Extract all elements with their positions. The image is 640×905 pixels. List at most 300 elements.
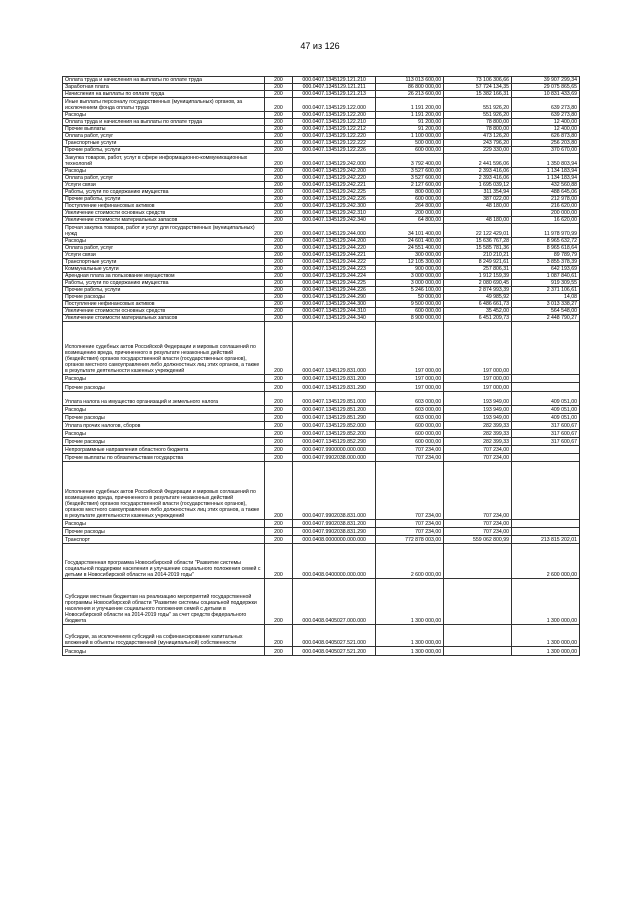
row-remainder-cell: 1 350 803,94 [512,154,580,168]
row-classification-cell: 000.0407.1345129.851.200 [293,406,376,414]
row-code-cell: 200 [264,301,292,308]
row-approved-cell: 603 000,00 [376,406,444,414]
row-code-cell: 200 [264,196,292,203]
row-code-cell: 200 [264,280,292,287]
row-code-cell: 200 [264,528,292,536]
row-name-cell: Прочие расходы [63,528,265,536]
row-classification-cell: 000.0407.1345129.242.221 [293,182,376,189]
table-row [63,422,580,430]
row-classification-cell: 000.0407.1345129.244.222 [293,259,376,266]
row-name-cell: Работы, услуги по содержанию имущества [63,280,265,287]
row-executed-cell: 551 926,20 [444,98,512,112]
row-executed-cell: 559 062 800,99 [444,536,512,544]
table-row [63,238,580,245]
row-classification-cell: 000.0407.1345129.244.200 [293,238,376,245]
row-remainder-cell [512,375,580,383]
row-name-cell: Уплата налога на имущество организаций и земельного налога [63,392,265,406]
row-executed-cell: 707 234,00 [444,520,512,528]
row-classification-cell: 000.0407.1345129.244.000 [293,224,376,238]
row-approved-cell: 707 234,00 [376,462,444,520]
row-approved-cell: 707 234,00 [376,528,444,536]
row-remainder-cell: 317 600,67 [512,430,580,438]
table-row [63,647,580,656]
row-classification-cell: 000.0407.9902038.831.290 [293,528,376,536]
row-name-cell: Оплата труда и начисления на выплаты по оплате труда [63,119,265,126]
row-code-cell: 200 [264,245,292,252]
row-classification-cell: 000.0407.1345129.242.310 [293,210,376,217]
row-executed-cell: 1 912 159,39 [444,273,512,280]
table-row [63,196,580,203]
row-approved-cell: 600 000,00 [376,147,444,154]
row-code-cell: 200 [264,579,292,625]
row-approved-cell: 197 000,00 [376,383,444,392]
row-approved-cell: 24 551 400,00 [376,245,444,252]
row-executed-cell: 15 382 166,31 [444,91,512,98]
row-classification-cell: 000.0407.1345129.851.000 [293,392,376,406]
table-row [63,375,580,383]
row-name-cell: Коммунальные услуги [63,266,265,273]
row-name-cell: Начисления на выплаты по оплате труда [63,91,265,98]
row-executed-cell: 282 399,33 [444,422,512,430]
row-classification-cell: 000.0407.1345129.122.200 [293,112,376,119]
row-name-cell: Услуги связи [63,182,265,189]
budget-execution-table [62,76,580,656]
row-approved-cell: 24 601 400,00 [376,238,444,245]
row-remainder-cell: 16 620,00 [512,217,580,224]
row-classification-cell: 000.0407.9902038.000.000 [293,454,376,462]
row-approved-cell: 12 105 300,00 [376,259,444,266]
table-row [63,217,580,224]
row-executed-cell: 6 486 661,73 [444,301,512,308]
row-approved-cell: 1 300 000,00 [376,625,444,647]
row-approved-cell: 500 000,00 [376,140,444,147]
row-approved-cell: 3 000 000,00 [376,280,444,287]
table-row [63,308,580,315]
row-approved-cell: 86 800 000,00 [376,84,444,91]
row-remainder-cell: 212 978,00 [512,196,580,203]
table-row [63,430,580,438]
row-name-cell: Иные выплаты персоналу государственных (муниципальных) органов, за исключением фонда оплаты труда [63,98,265,112]
row-approved-cell: 600 000,00 [376,308,444,315]
row-executed-cell: 2 393 416,06 [444,175,512,182]
row-name-cell: Исполнение судебных актов Российской Федерации и мировых соглашений по возмещению вреда, причиненного в результате незаконных действий (бездействия) органов государственной власти (государственных органов), органов местного самоуправления либо должностных лиц этих органов, а также в результате деятельности казенных учреждений [63,462,265,520]
row-classification-cell: 000.0407.1345129.852.290 [293,438,376,446]
row-remainder-cell: 2 371 106,61 [512,287,580,294]
row-remainder-cell: 12 400,00 [512,126,580,133]
row-approved-cell: 603 000,00 [376,392,444,406]
row-classification-cell: 000.0407.1345129.121.211 [293,84,376,91]
row-name-cell: Транспорт [63,536,265,544]
row-name-cell: Поступление нефинансовых активов [63,203,265,210]
row-classification-cell: 000.0407.1345129.244.220 [293,245,376,252]
row-classification-cell: 000.0407.1345129.244.225 [293,280,376,287]
row-remainder-cell: 89 789,79 [512,252,580,259]
table-row [63,392,580,406]
row-remainder-cell: 317 600,67 [512,422,580,430]
row-approved-cell: 600 000,00 [376,422,444,430]
table-row [63,210,580,217]
table-row [63,266,580,273]
row-code-cell: 200 [264,462,292,520]
row-approved-cell: 707 234,00 [376,454,444,462]
row-approved-cell: 1 100 000,00 [376,133,444,140]
row-remainder-cell: 919 309,55 [512,280,580,287]
row-remainder-cell: 3 855 378,39 [512,259,580,266]
row-code-cell: 200 [264,252,292,259]
row-executed-cell [444,625,512,647]
row-approved-cell: 600 000,00 [376,196,444,203]
row-remainder-cell: 1 134 183,94 [512,168,580,175]
table-row [63,84,580,91]
table-row [63,579,580,625]
row-classification-cell: 000.0407.1345129.244.340 [293,315,376,322]
row-name-cell: Оплата работ, услуг [63,133,265,140]
table-row [63,520,580,528]
row-executed-cell: 2 441 596,06 [444,154,512,168]
table-row [63,446,580,454]
row-classification-cell: 000.0407.1345129.244.300 [293,301,376,308]
table-row [63,294,580,301]
row-code-cell: 200 [264,544,292,579]
table-row [63,203,580,210]
row-remainder-cell: 626 873,80 [512,133,580,140]
row-executed-cell: 15 636 767,28 [444,238,512,245]
row-code-cell: 200 [264,154,292,168]
row-name-cell: Непрограммные направления областного бюджета [63,446,265,454]
row-name-cell: Расходы [63,520,265,528]
row-approved-cell: 3 792 400,00 [376,154,444,168]
row-classification-cell: 000.0407.1345129.244.221 [293,252,376,259]
table-row [63,147,580,154]
row-classification-cell: 000.0407.1345129.122.222 [293,140,376,147]
row-name-cell: Субсидии местным бюджетам на реализацию мероприятий государственной программы Новосибирской области "Развитие системы социальной поддержки населения и улучшение социального положения семей с детьми в Новосибирской области на 2014-2019 годы" за счет средств федерального бюджета [63,579,265,625]
row-executed-cell: 243 796,20 [444,140,512,147]
row-name-cell: Увеличение стоимости основных средств [63,308,265,315]
row-code-cell: 200 [264,315,292,322]
row-approved-cell: 600 000,00 [376,438,444,446]
row-remainder-cell: 1 134 183,94 [512,175,580,182]
row-name-cell: Расходы [63,406,265,414]
row-remainder-cell [512,446,580,454]
table-row [63,301,580,308]
row-executed-cell: 193 949,00 [444,414,512,422]
row-classification-cell: 000.0407.1345129.244.310 [293,308,376,315]
row-classification-cell: 000.0407.1345129.121.210 [293,77,376,84]
row-executed-cell: 387 022,00 [444,196,512,203]
row-code-cell: 200 [264,189,292,196]
row-remainder-cell: 409 051,00 [512,392,580,406]
row-classification-cell: 000.0407.1345129.121.213 [293,91,376,98]
row-approved-cell: 8 900 000,00 [376,315,444,322]
row-code-cell: 200 [264,536,292,544]
row-classification-cell: 000.0408.0405027.521.200 [293,647,376,656]
table-row [63,224,580,238]
row-executed-cell: 2 874 993,39 [444,287,512,294]
row-name-cell: Расходы [63,375,265,383]
row-code-cell: 200 [264,98,292,112]
row-code-cell: 200 [264,168,292,175]
row-name-cell: Расходы [63,112,265,119]
row-name-cell: Прочие выплаты [63,126,265,133]
table-row [63,126,580,133]
table-row [63,528,580,536]
row-executed-cell [444,579,512,625]
row-remainder-cell [512,322,580,375]
row-name-cell: Оплата работ, услуг [63,175,265,182]
row-executed-cell: 707 234,00 [444,454,512,462]
table-row [63,259,580,266]
row-executed-cell: 193 949,00 [444,406,512,414]
row-classification-cell: 000.0408.0000000.000.000 [293,536,376,544]
row-executed-cell: 1 695 039,12 [444,182,512,189]
table-row [63,406,580,414]
row-executed-cell: 707 234,00 [444,446,512,454]
row-remainder-cell [512,462,580,520]
row-approved-cell: 3 527 600,00 [376,175,444,182]
row-name-cell: Прочие выплаты по обязательствам государства [63,454,265,462]
row-remainder-cell: 1 300 000,00 [512,579,580,625]
table-row [63,454,580,462]
table-row [63,544,580,579]
row-remainder-cell: 488 645,06 [512,189,580,196]
row-approved-cell: 772 878 003,00 [376,536,444,544]
row-remainder-cell: 409 051,00 [512,414,580,422]
row-executed-cell: 197 000,00 [444,383,512,392]
row-approved-cell: 3 000 000,00 [376,273,444,280]
row-code-cell: 200 [264,287,292,294]
row-name-cell: Работы, услуги по содержанию имущества [63,189,265,196]
row-executed-cell: 311 354,94 [444,189,512,196]
row-remainder-cell: 639 273,80 [512,98,580,112]
row-approved-cell: 9 500 000,00 [376,301,444,308]
row-executed-cell: 282 399,33 [444,438,512,446]
row-code-cell: 200 [264,266,292,273]
row-name-cell: Транспортные услуги [63,259,265,266]
row-classification-cell: 000.0407.1345129.242.000 [293,154,376,168]
row-executed-cell: 35 452,00 [444,308,512,315]
row-executed-cell: 197 000,00 [444,322,512,375]
table-row [63,322,580,375]
row-remainder-cell: 642 193,69 [512,266,580,273]
row-remainder-cell: 409 051,00 [512,406,580,414]
row-remainder-cell: 3 013 338,27 [512,301,580,308]
row-classification-cell: 000.0407.1345129.122.000 [293,98,376,112]
row-name-cell: Прочие расходы [63,438,265,446]
table-row [63,438,580,446]
row-remainder-cell: 29 075 865,65 [512,84,580,91]
row-classification-cell: 000.0407.1345129.244.224 [293,273,376,280]
row-classification-cell: 000.0408.0400000.000.000 [293,544,376,579]
row-code-cell: 200 [264,112,292,119]
row-code-cell: 200 [264,454,292,462]
row-classification-cell: 000.0407.1345129.831.000 [293,322,376,375]
row-remainder-cell: 11 978 970,99 [512,224,580,238]
row-code-cell: 200 [264,91,292,98]
row-remainder-cell: 256 203,80 [512,140,580,147]
row-name-cell: Исполнение судебных актов Российской Федерации и мировых соглашений по возмещению вреда, причиненного в результате незаконных действий (бездействия) органов государственной власти (государственных органов), органов местного самоуправления либо должностных лиц этих органов, а также в результате деятельности казенных учреждений [63,322,265,375]
row-remainder-cell: 2 600 000,00 [512,544,580,579]
row-approved-cell: 600 000,00 [376,430,444,438]
row-approved-cell: 26 213 600,00 [376,91,444,98]
row-code-cell: 200 [264,259,292,266]
row-code-cell: 200 [264,77,292,84]
row-code-cell: 200 [264,203,292,210]
table-row [63,273,580,280]
row-code-cell: 200 [264,294,292,301]
row-approved-cell: 91 200,00 [376,119,444,126]
row-approved-cell: 113 013 600,00 [376,77,444,84]
row-code-cell: 200 [264,119,292,126]
row-remainder-cell: 432 560,88 [512,182,580,189]
row-name-cell: Расходы [63,647,265,656]
row-approved-cell: 197 000,00 [376,322,444,375]
row-executed-cell: 473 126,20 [444,133,512,140]
row-executed-cell: 78 800,00 [444,126,512,133]
row-classification-cell: 000.0407.1345129.852.000 [293,422,376,430]
table-row [63,625,580,647]
row-name-cell: Уплата прочих налогов, сборов [63,422,265,430]
row-code-cell: 200 [264,147,292,154]
row-executed-cell: 229 330,00 [444,147,512,154]
row-classification-cell: 000.0407.1345129.852.200 [293,430,376,438]
row-classification-cell: 000.0407.1345129.831.290 [293,383,376,392]
row-code-cell: 200 [264,84,292,91]
row-approved-cell: 603 000,00 [376,414,444,422]
row-remainder-cell [512,528,580,536]
row-executed-cell [444,210,512,217]
row-executed-cell: 282 399,33 [444,430,512,438]
row-classification-cell: 000.0407.1345129.242.225 [293,189,376,196]
row-approved-cell: 707 234,00 [376,520,444,528]
table-row [63,383,580,392]
row-executed-cell: 257 806,31 [444,266,512,273]
table-row [63,414,580,422]
row-remainder-cell [512,520,580,528]
row-name-cell: Прочие расходы [63,414,265,422]
row-classification-cell: 000.0407.1345129.122.210 [293,119,376,126]
row-classification-cell: 000.0407.1345129.242.226 [293,196,376,203]
row-code-cell: 200 [264,210,292,217]
table-row [63,168,580,175]
row-executed-cell: 78 800,00 [444,119,512,126]
row-remainder-cell: 1 300 000,00 [512,625,580,647]
row-name-cell: Услуги связи [63,252,265,259]
row-classification-cell: 000.0407.9902038.831.200 [293,520,376,528]
row-executed-cell: 210 210,21 [444,252,512,259]
row-remainder-cell: 8 965 632,72 [512,238,580,245]
row-code-cell: 200 [264,217,292,224]
row-executed-cell: 193 949,00 [444,392,512,406]
row-approved-cell: 50 000,00 [376,294,444,301]
row-classification-cell: 000.0407.1345129.242.300 [293,203,376,210]
row-name-cell: Увеличение стоимости материальных запасов [63,315,265,322]
row-classification-cell: 000.0407.1345129.242.200 [293,168,376,175]
row-approved-cell: 1 300 000,00 [376,647,444,656]
row-approved-cell: 91 200,00 [376,126,444,133]
row-executed-cell: 49 985,92 [444,294,512,301]
row-executed-cell: 2 080 690,45 [444,280,512,287]
row-approved-cell: 1 191 200,00 [376,112,444,119]
row-executed-cell: 2 393 416,06 [444,168,512,175]
row-remainder-cell: 1 087 840,61 [512,273,580,280]
table-row [63,536,580,544]
row-code-cell: 200 [264,383,292,392]
row-code-cell: 200 [264,647,292,656]
row-classification-cell: 000.0407.1345129.244.223 [293,266,376,273]
row-executed-cell: 57 724 134,35 [444,84,512,91]
row-remainder-cell: 216 620,00 [512,203,580,210]
row-remainder-cell: 10 831 433,69 [512,91,580,98]
table-row [63,112,580,119]
table-row [63,287,580,294]
row-name-cell: Закупка товаров, работ, услуг в сфере информационно-коммуникационных технологий [63,154,265,168]
table-row [63,462,580,520]
row-name-cell: Субсидии, за исключением субсидий на софинансирование капитальных вложений в объекты государственной (муниципальной) собственности [63,625,265,647]
row-name-cell: Расходы [63,238,265,245]
row-classification-cell: 000.0407.1345129.831.200 [293,375,376,383]
table-row [63,133,580,140]
table-row [63,189,580,196]
table-row [63,91,580,98]
row-code-cell: 200 [264,175,292,182]
row-approved-cell: 64 800,00 [376,217,444,224]
row-classification-cell: 000.0407.1345129.122.226 [293,147,376,154]
row-approved-cell: 800 000,00 [376,189,444,196]
row-executed-cell: 48 180,00 [444,217,512,224]
row-executed-cell: 15 585 781,36 [444,245,512,252]
row-approved-cell: 707 234,00 [376,446,444,454]
page-number: 47 из 126 [300,41,340,51]
row-executed-cell: 73 106 306,66 [444,77,512,84]
row-code-cell: 200 [264,322,292,375]
table-row [63,98,580,112]
row-approved-cell: 200 000,00 [376,210,444,217]
row-name-cell: Государственная программа Новосибирской области "Развитие системы социальной поддержки населения и улучшение социального положения семей с детьми в Новосибирской области на 2014-2019 годы" [63,544,265,579]
table-body [63,77,580,656]
table-row [63,175,580,182]
row-code-cell: 200 [264,375,292,383]
row-remainder-cell: 39 907 299,34 [512,77,580,84]
row-remainder-cell: 1 300 000,00 [512,647,580,656]
row-approved-cell: 34 101 400,00 [376,224,444,238]
row-name-cell: Оплата работ, услуг [63,245,265,252]
row-remainder-cell [512,383,580,392]
row-name-cell: Прочие работы, услуги [63,287,265,294]
row-code-cell: 200 [264,238,292,245]
row-executed-cell [444,647,512,656]
row-code-cell: 200 [264,438,292,446]
row-approved-cell: 1 300 000,00 [376,579,444,625]
row-remainder-cell: 8 965 618,64 [512,245,580,252]
row-remainder-cell: 213 815 202,01 [512,536,580,544]
table-row [63,77,580,84]
row-executed-cell: 707 234,00 [444,528,512,536]
table-row [63,280,580,287]
row-executed-cell: 8 249 921,61 [444,259,512,266]
row-classification-cell: 000.0407.1345129.244.290 [293,294,376,301]
row-name-cell: Поступление нефинансовых активов [63,301,265,308]
row-code-cell: 200 [264,625,292,647]
row-classification-cell: 000.0407.9902038.831.000 [293,462,376,520]
row-name-cell: Заработная плата [63,84,265,91]
table-row [63,245,580,252]
row-remainder-cell: 200 000,00 [512,210,580,217]
row-name-cell: Расходы [63,430,265,438]
row-executed-cell: 48 180,00 [444,203,512,210]
row-code-cell: 200 [264,406,292,414]
table-row [63,154,580,168]
table-row [63,182,580,189]
